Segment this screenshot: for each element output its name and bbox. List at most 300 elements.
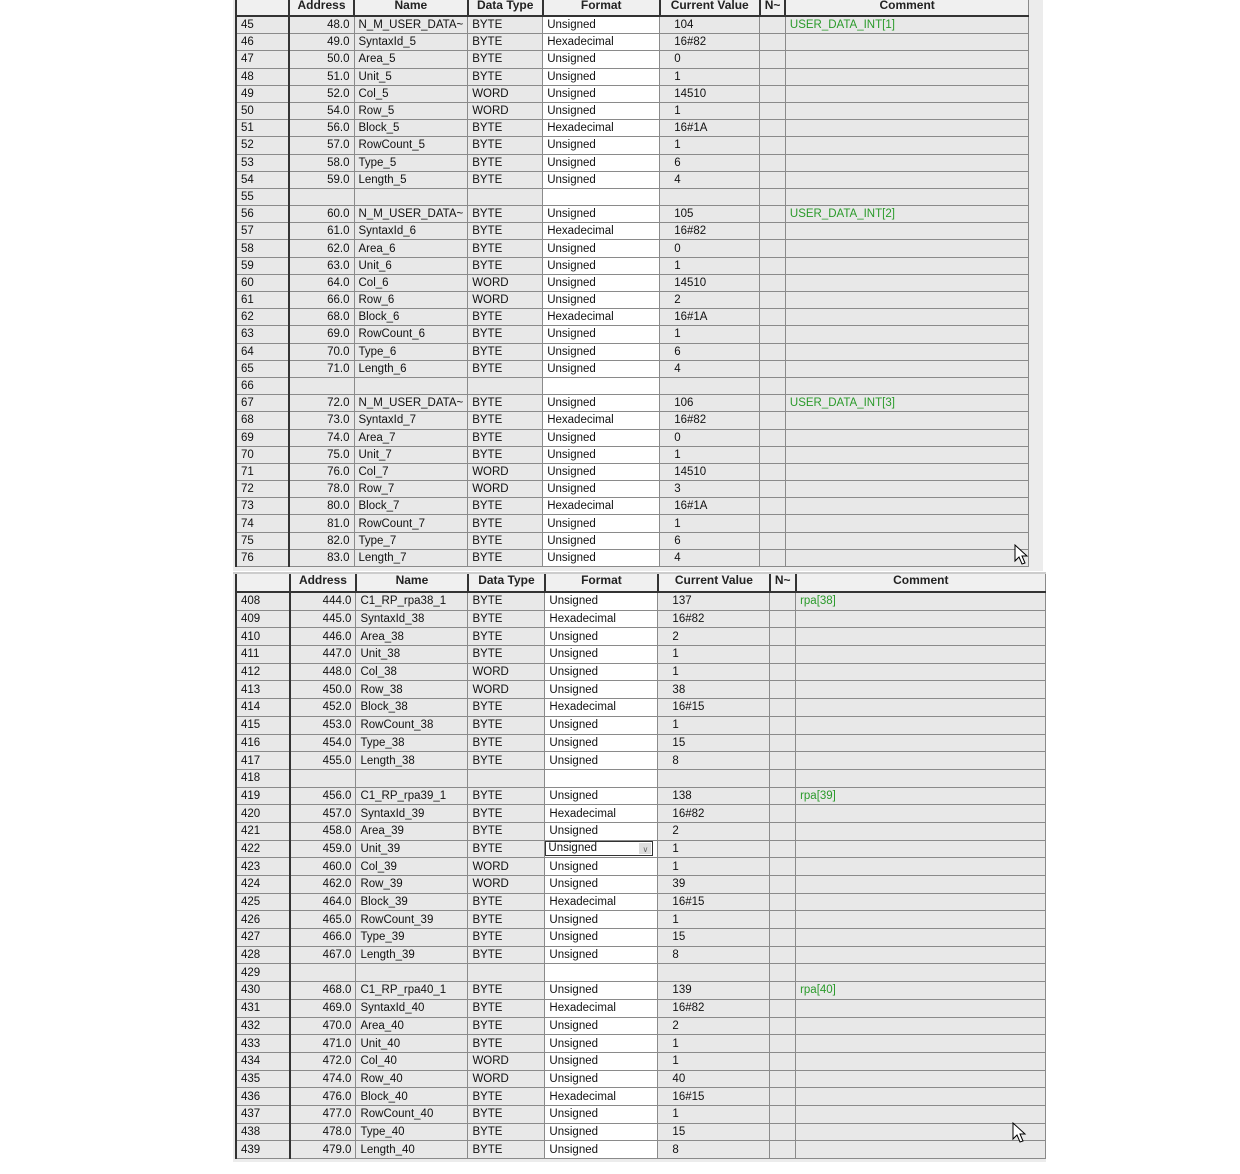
- name-cell: Row_38: [356, 681, 468, 699]
- format-cell[interactable]: Hexadecimal: [543, 412, 660, 429]
- comment-cell[interactable]: [785, 412, 1028, 429]
- comment-cell[interactable]: [796, 1035, 1046, 1053]
- format-cell[interactable]: Unsigned: [543, 68, 660, 85]
- current-value-cell[interactable]: 4: [660, 360, 760, 377]
- variable-table: [235, 572, 1046, 1159]
- format-cell[interactable]: Unsigned: [545, 1105, 658, 1123]
- format-cell[interactable]: Unsigned: [543, 16, 660, 34]
- row-number-cell: 70: [236, 446, 289, 463]
- current-value-cell[interactable]: 2: [658, 628, 770, 646]
- comment-cell[interactable]: [785, 68, 1028, 85]
- format-cell[interactable]: Hexadecimal: [545, 699, 658, 717]
- format-cell[interactable]: Unsigned: [543, 102, 660, 119]
- comment-cell[interactable]: [785, 343, 1028, 360]
- address-cell: 63.0: [289, 257, 354, 274]
- comment-cell[interactable]: rpa[38]: [796, 592, 1046, 610]
- table-row[interactable]: [236, 964, 1046, 982]
- format-cell[interactable]: Unsigned: [545, 681, 658, 699]
- n-cell: [770, 858, 796, 876]
- format-cell[interactable]: Unsigned: [545, 734, 658, 752]
- table-row[interactable]: [236, 188, 1028, 205]
- current-value-cell[interactable]: 1: [658, 1035, 770, 1053]
- current-value-cell[interactable]: 40: [658, 1070, 770, 1088]
- name-cell: Length_38: [356, 752, 468, 770]
- comment-cell[interactable]: [785, 292, 1028, 309]
- comment-cell[interactable]: [796, 1105, 1046, 1123]
- comment-cell[interactable]: [785, 85, 1028, 102]
- format-cell[interactable]: Unsigned: [543, 171, 660, 188]
- table-row[interactable]: [236, 68, 1028, 85]
- table-row[interactable]: [236, 752, 1046, 770]
- table-row[interactable]: [236, 911, 1046, 929]
- data-type-header: Data Type: [468, 572, 545, 592]
- current-value-cell[interactable]: 104: [660, 16, 760, 34]
- comment-cell[interactable]: [796, 840, 1046, 858]
- comment-cell[interactable]: [785, 120, 1028, 137]
- format-cell[interactable]: Unsigned: [545, 1017, 658, 1035]
- comment-cell[interactable]: [796, 769, 1046, 787]
- current-value-cell[interactable]: 1: [660, 68, 760, 85]
- current-value-cell[interactable]: 1: [658, 1052, 770, 1070]
- comment-cell[interactable]: [785, 481, 1028, 498]
- table-row[interactable]: [236, 592, 1046, 610]
- format-cell[interactable]: Hexadecimal: [543, 498, 660, 515]
- current-value-cell[interactable]: 16#82: [660, 34, 760, 51]
- current-value-cell[interactable]: 1: [660, 326, 760, 343]
- table-row[interactable]: [236, 377, 1028, 394]
- address-cell: 453.0: [290, 716, 356, 734]
- table-row[interactable]: [236, 1123, 1046, 1141]
- current-value-cell[interactable]: 1: [660, 446, 760, 463]
- chevron-down-icon[interactable]: ∨: [639, 843, 651, 854]
- comment-cell[interactable]: [785, 429, 1028, 446]
- table-row[interactable]: [236, 822, 1046, 840]
- format-cell[interactable]: Unsigned: [543, 395, 660, 412]
- comment-cell[interactable]: [796, 876, 1046, 894]
- comment-cell[interactable]: [785, 171, 1028, 188]
- current-value-cell[interactable]: 1: [658, 858, 770, 876]
- comment-cell[interactable]: [785, 446, 1028, 463]
- format-cell[interactable]: Hexadecimal: [543, 120, 660, 137]
- format-cell[interactable]: Hexadecimal: [545, 1088, 658, 1106]
- current-value-cell[interactable]: 16#82: [660, 223, 760, 240]
- table-row[interactable]: [236, 805, 1046, 823]
- format-cell[interactable]: Unsigned: [545, 858, 658, 876]
- comment-cell[interactable]: [785, 549, 1028, 566]
- format-cell[interactable]: Hexadecimal: [543, 223, 660, 240]
- current-value-cell[interactable]: 39: [658, 876, 770, 894]
- current-value-cell[interactable]: 16#82: [660, 412, 760, 429]
- comment-cell[interactable]: [796, 929, 1046, 947]
- comment-cell[interactable]: rpa[39]: [796, 787, 1046, 805]
- data-type-cell: BYTE: [468, 1088, 545, 1106]
- current-value-cell[interactable]: 16#15: [658, 699, 770, 717]
- table-row[interactable]: [236, 309, 1028, 326]
- table-row[interactable]: [236, 446, 1028, 463]
- current-value-cell[interactable]: 2: [658, 1017, 770, 1035]
- comment-cell[interactable]: [785, 360, 1028, 377]
- data-type-cell: BYTE: [468, 787, 545, 805]
- table-row[interactable]: [236, 326, 1028, 343]
- format-cell[interactable]: Unsigned: [545, 1035, 658, 1053]
- table-row[interactable]: [236, 1105, 1046, 1123]
- name-cell: [354, 377, 468, 394]
- data-type-cell: [468, 377, 543, 394]
- format-cell[interactable]: Unsigned: [543, 240, 660, 257]
- data-type-cell: BYTE: [468, 699, 545, 717]
- format-cell[interactable]: Unsigned: [545, 1052, 658, 1070]
- format-cell[interactable]: Unsigned: [545, 787, 658, 805]
- table-row[interactable]: [236, 549, 1028, 566]
- table-row[interactable]: [236, 1088, 1046, 1106]
- comment-cell[interactable]: [796, 646, 1046, 664]
- current-value-cell[interactable]: 1: [660, 515, 760, 532]
- n-cell: [770, 805, 796, 823]
- current-value-cell[interactable]: 14510: [660, 463, 760, 480]
- format-cell[interactable]: Unsigned: [545, 982, 658, 1000]
- comment-cell[interactable]: [785, 377, 1028, 394]
- format-cell[interactable]: Unsigned: [545, 716, 658, 734]
- current-value-cell[interactable]: 15: [658, 1123, 770, 1141]
- format-cell[interactable]: Unsigned: [543, 429, 660, 446]
- table-row[interactable]: [236, 610, 1046, 628]
- n-cell: [770, 1088, 796, 1106]
- table-row[interactable]: [236, 498, 1028, 515]
- format-cell[interactable]: [545, 769, 658, 787]
- current-value-cell[interactable]: 6: [660, 532, 760, 549]
- table-row[interactable]: [236, 681, 1046, 699]
- comment-cell[interactable]: rpa[40]: [796, 982, 1046, 1000]
- data-type-cell: WORD: [468, 85, 543, 102]
- name-cell: N_M_USER_DATA~: [354, 395, 468, 412]
- current-value-cell[interactable]: 16#15: [658, 1088, 770, 1106]
- comment-cell[interactable]: [796, 805, 1046, 823]
- table-row[interactable]: [236, 206, 1028, 223]
- format-cell[interactable]: Unsigned: [545, 1070, 658, 1088]
- comment-cell[interactable]: [785, 326, 1028, 343]
- format-cell[interactable]: Unsigned: [543, 463, 660, 480]
- table-row[interactable]: [236, 343, 1028, 360]
- table-row[interactable]: [236, 429, 1028, 446]
- format-cell[interactable]: Unsigned: [543, 549, 660, 566]
- table-row[interactable]: [236, 876, 1046, 894]
- current-value-cell[interactable]: [660, 377, 760, 394]
- format-cell[interactable]: Unsigned: [543, 206, 660, 223]
- current-value-cell[interactable]: 1: [660, 137, 760, 154]
- format-cell[interactable]: Unsigned: [543, 85, 660, 102]
- name-cell: Col_39: [356, 858, 468, 876]
- table-row[interactable]: [236, 120, 1028, 137]
- comment-cell[interactable]: [796, 1017, 1046, 1035]
- address-cell: 460.0: [290, 858, 356, 876]
- table-row[interactable]: [236, 1141, 1046, 1159]
- row-number-cell: 75: [236, 532, 289, 549]
- current-value-cell[interactable]: 16#1A: [660, 309, 760, 326]
- current-value-cell[interactable]: 105: [660, 206, 760, 223]
- table-row[interactable]: [236, 34, 1028, 51]
- current-value-cell[interactable]: 1: [658, 911, 770, 929]
- current-value-cell[interactable]: 2: [658, 822, 770, 840]
- current-value-cell[interactable]: 0: [660, 51, 760, 68]
- current-value-cell[interactable]: 2: [660, 292, 760, 309]
- table-row[interactable]: [236, 360, 1028, 377]
- comment-cell[interactable]: [796, 681, 1046, 699]
- format-cell[interactable]: Unsigned: [543, 446, 660, 463]
- current-value-cell[interactable]: 16#82: [658, 610, 770, 628]
- format-cell[interactable]: Unsigned: [543, 360, 660, 377]
- data-type-cell: BYTE: [468, 716, 545, 734]
- table-row[interactable]: [236, 1035, 1046, 1053]
- comment-cell[interactable]: [785, 274, 1028, 291]
- name-cell: Col_7: [354, 463, 468, 480]
- format-cell[interactable]: Unsigned: [543, 257, 660, 274]
- table-row[interactable]: [236, 716, 1046, 734]
- table-row[interactable]: [236, 137, 1028, 154]
- current-value-cell[interactable]: 15: [658, 734, 770, 752]
- current-value-cell[interactable]: [660, 188, 760, 205]
- current-value-cell[interactable]: 1: [658, 716, 770, 734]
- comment-cell[interactable]: [785, 223, 1028, 240]
- row-number-cell: 52: [236, 137, 289, 154]
- current-value-cell[interactable]: 8: [658, 1141, 770, 1159]
- current-value-cell[interactable]: 4: [660, 549, 760, 566]
- table-row[interactable]: [236, 16, 1028, 34]
- table-row[interactable]: [236, 734, 1046, 752]
- current-value-cell[interactable]: 1: [658, 646, 770, 664]
- comment-cell[interactable]: [785, 240, 1028, 257]
- comment-cell[interactable]: [796, 946, 1046, 964]
- current-value-cell[interactable]: [658, 964, 770, 982]
- current-value-cell[interactable]: 14510: [660, 274, 760, 291]
- current-value-cell[interactable]: 14510: [660, 85, 760, 102]
- table-row[interactable]: [236, 929, 1046, 947]
- table-row[interactable]: [236, 628, 1046, 646]
- comment-cell[interactable]: [796, 663, 1046, 681]
- comment-cell[interactable]: [796, 734, 1046, 752]
- table-row[interactable]: [236, 292, 1028, 309]
- n-cell: [760, 171, 786, 188]
- current-value-cell[interactable]: 1: [658, 663, 770, 681]
- table-row[interactable]: [236, 463, 1028, 480]
- comment-cell[interactable]: [796, 628, 1046, 646]
- comment-cell[interactable]: [796, 752, 1046, 770]
- data-type-cell: BYTE: [468, 137, 543, 154]
- table-row[interactable]: [236, 1070, 1046, 1088]
- comment-cell[interactable]: [796, 1088, 1046, 1106]
- format-cell[interactable]: Unsigned: [545, 876, 658, 894]
- format-cell[interactable]: Unsigned: [543, 51, 660, 68]
- current-value-cell[interactable]: 0: [660, 429, 760, 446]
- address-cell: 59.0: [289, 171, 354, 188]
- table-row[interactable]: [236, 154, 1028, 171]
- table-row[interactable]: [236, 999, 1046, 1017]
- format-cell[interactable]: Unsigned: [545, 628, 658, 646]
- comment-cell[interactable]: [785, 309, 1028, 326]
- data-type-cell: BYTE: [468, 395, 543, 412]
- comment-cell[interactable]: [796, 964, 1046, 982]
- table-row[interactable]: [236, 787, 1046, 805]
- comment-cell[interactable]: [796, 610, 1046, 628]
- name-cell: [356, 964, 468, 982]
- table-row[interactable]: [236, 85, 1028, 102]
- row-number-cell: 59: [236, 257, 289, 274]
- current-value-cell[interactable]: 16#1A: [660, 498, 760, 515]
- address-cell: 76.0: [289, 463, 354, 480]
- comment-cell[interactable]: [796, 1070, 1046, 1088]
- comment-cell[interactable]: [785, 498, 1028, 515]
- comment-cell[interactable]: [796, 699, 1046, 717]
- format-cell[interactable]: Hexadecimal: [543, 309, 660, 326]
- data-type-cell: BYTE: [468, 822, 545, 840]
- format-cell[interactable]: Hexadecimal: [545, 999, 658, 1017]
- comment-cell[interactable]: [785, 154, 1028, 171]
- table-row[interactable]: [236, 946, 1046, 964]
- format-dropdown[interactable]: [545, 841, 653, 856]
- name-cell: SyntaxId_40: [356, 999, 468, 1017]
- table-row[interactable]: [236, 412, 1028, 429]
- current-value-cell[interactable]: 3: [660, 481, 760, 498]
- format-cell[interactable]: Unsigned: [545, 592, 658, 610]
- current-value-cell[interactable]: 137: [658, 592, 770, 610]
- data-type-cell: BYTE: [468, 805, 545, 823]
- comment-cell[interactable]: [796, 1123, 1046, 1141]
- n-cell: [770, 876, 796, 894]
- table-row[interactable]: [236, 223, 1028, 240]
- comment-cell[interactable]: [785, 137, 1028, 154]
- format-cell[interactable]: Unsigned: [545, 911, 658, 929]
- data-type-cell: BYTE: [468, 893, 545, 911]
- comment-cell[interactable]: USER_DATA_INT[1]: [785, 16, 1028, 34]
- comment-cell[interactable]: [785, 463, 1028, 480]
- format-cell[interactable]: Unsigned: [543, 481, 660, 498]
- comment-cell[interactable]: [785, 34, 1028, 51]
- comment-cell[interactable]: [796, 1141, 1046, 1159]
- format-cell[interactable]: [543, 377, 660, 394]
- table-row[interactable]: [236, 893, 1046, 911]
- comment-cell[interactable]: [785, 102, 1028, 119]
- current-value-cell[interactable]: 38: [658, 681, 770, 699]
- table-row[interactable]: [236, 240, 1028, 257]
- table-row[interactable]: [236, 102, 1028, 119]
- format-cell[interactable]: [545, 964, 658, 982]
- current-value-cell[interactable]: 16#15: [658, 893, 770, 911]
- comment-cell[interactable]: [785, 51, 1028, 68]
- table-row[interactable]: [236, 663, 1046, 681]
- format-cell[interactable]: Unsigned: [543, 292, 660, 309]
- current-value-cell[interactable]: 139: [658, 982, 770, 1000]
- comment-cell[interactable]: [796, 911, 1046, 929]
- format-cell[interactable]: Unsigned: [545, 1141, 658, 1159]
- current-value-cell[interactable]: 0: [660, 240, 760, 257]
- format-cell[interactable]: Unsigned: [545, 946, 658, 964]
- row-number-cell: 58: [236, 240, 289, 257]
- format-cell[interactable]: Unsigned: [545, 646, 658, 664]
- name-cell: Type_5: [354, 154, 468, 171]
- table-row[interactable]: [236, 840, 1046, 858]
- comment-cell[interactable]: [796, 822, 1046, 840]
- current-value-cell[interactable]: 1: [658, 840, 770, 858]
- format-cell[interactable]: Unsigned: [545, 663, 658, 681]
- comment-cell[interactable]: USER_DATA_INT[2]: [785, 206, 1028, 223]
- table-row[interactable]: [236, 274, 1028, 291]
- table-row[interactable]: [236, 699, 1046, 717]
- n-cell: [760, 137, 786, 154]
- table-row[interactable]: [236, 532, 1028, 549]
- current-value-cell[interactable]: 16#82: [658, 999, 770, 1017]
- table-row[interactable]: [236, 646, 1046, 664]
- format-cell[interactable]: Unsigned: [543, 532, 660, 549]
- current-value-cell[interactable]: 6: [660, 343, 760, 360]
- format-cell[interactable]: Hexadecimal: [545, 805, 658, 823]
- format-cell[interactable]: [545, 840, 658, 858]
- table-row[interactable]: [236, 481, 1028, 498]
- format-cell[interactable]: Unsigned: [545, 752, 658, 770]
- table-row[interactable]: [236, 769, 1046, 787]
- current-value-cell[interactable]: 6: [660, 154, 760, 171]
- current-value-cell[interactable]: 1: [658, 1105, 770, 1123]
- format-cell[interactable]: Unsigned: [543, 154, 660, 171]
- comment-cell[interactable]: [796, 1052, 1046, 1070]
- comment-cell[interactable]: [796, 893, 1046, 911]
- table-row[interactable]: [236, 395, 1028, 412]
- comment-cell[interactable]: [796, 716, 1046, 734]
- comment-cell[interactable]: [796, 999, 1046, 1017]
- table-row[interactable]: [236, 257, 1028, 274]
- current-value-cell[interactable]: 1: [660, 102, 760, 119]
- table-row[interactable]: [236, 1017, 1046, 1035]
- format-cell[interactable]: Unsigned: [545, 1123, 658, 1141]
- table-row[interactable]: [236, 51, 1028, 68]
- format-cell[interactable]: Hexadecimal: [543, 34, 660, 51]
- table-row[interactable]: [236, 171, 1028, 188]
- format-cell[interactable]: Unsigned: [543, 343, 660, 360]
- format-cell[interactable]: Hexadecimal: [545, 893, 658, 911]
- table-row[interactable]: [236, 1052, 1046, 1070]
- comment-cell[interactable]: [785, 188, 1028, 205]
- current-value-cell[interactable]: 4: [660, 171, 760, 188]
- current-value-cell[interactable]: 16#1A: [660, 120, 760, 137]
- current-value-cell[interactable]: 106: [660, 395, 760, 412]
- comment-cell[interactable]: [785, 532, 1028, 549]
- current-value-cell[interactable]: 138: [658, 787, 770, 805]
- format-cell[interactable]: Unsigned: [543, 515, 660, 532]
- table-row[interactable]: [236, 982, 1046, 1000]
- current-value-cell[interactable]: 16#82: [658, 805, 770, 823]
- table-row[interactable]: [236, 858, 1046, 876]
- table-row[interactable]: [236, 515, 1028, 532]
- name-cell: N_M_USER_DATA~: [354, 206, 468, 223]
- current-value-cell[interactable]: 15: [658, 929, 770, 947]
- format-cell[interactable]: Unsigned: [543, 274, 660, 291]
- format-cell[interactable]: Unsigned: [545, 822, 658, 840]
- comment-cell[interactable]: USER_DATA_INT[3]: [785, 395, 1028, 412]
- current-value-cell[interactable]: [658, 769, 770, 787]
- current-value-cell[interactable]: 8: [658, 752, 770, 770]
- comment-cell[interactable]: [785, 257, 1028, 274]
- current-value-cell[interactable]: 8: [658, 946, 770, 964]
- row-number-cell: 73: [236, 498, 289, 515]
- format-cell[interactable]: Hexadecimal: [545, 610, 658, 628]
- format-cell[interactable]: [543, 188, 660, 205]
- format-cell[interactable]: Unsigned: [543, 137, 660, 154]
- address-cell: 455.0: [290, 752, 356, 770]
- format-cell[interactable]: Unsigned: [543, 326, 660, 343]
- comment-cell[interactable]: [785, 515, 1028, 532]
- current-value-cell[interactable]: 1: [660, 257, 760, 274]
- data-type-cell: BYTE: [468, 16, 543, 34]
- comment-cell[interactable]: [796, 858, 1046, 876]
- format-cell[interactable]: Unsigned: [545, 929, 658, 947]
